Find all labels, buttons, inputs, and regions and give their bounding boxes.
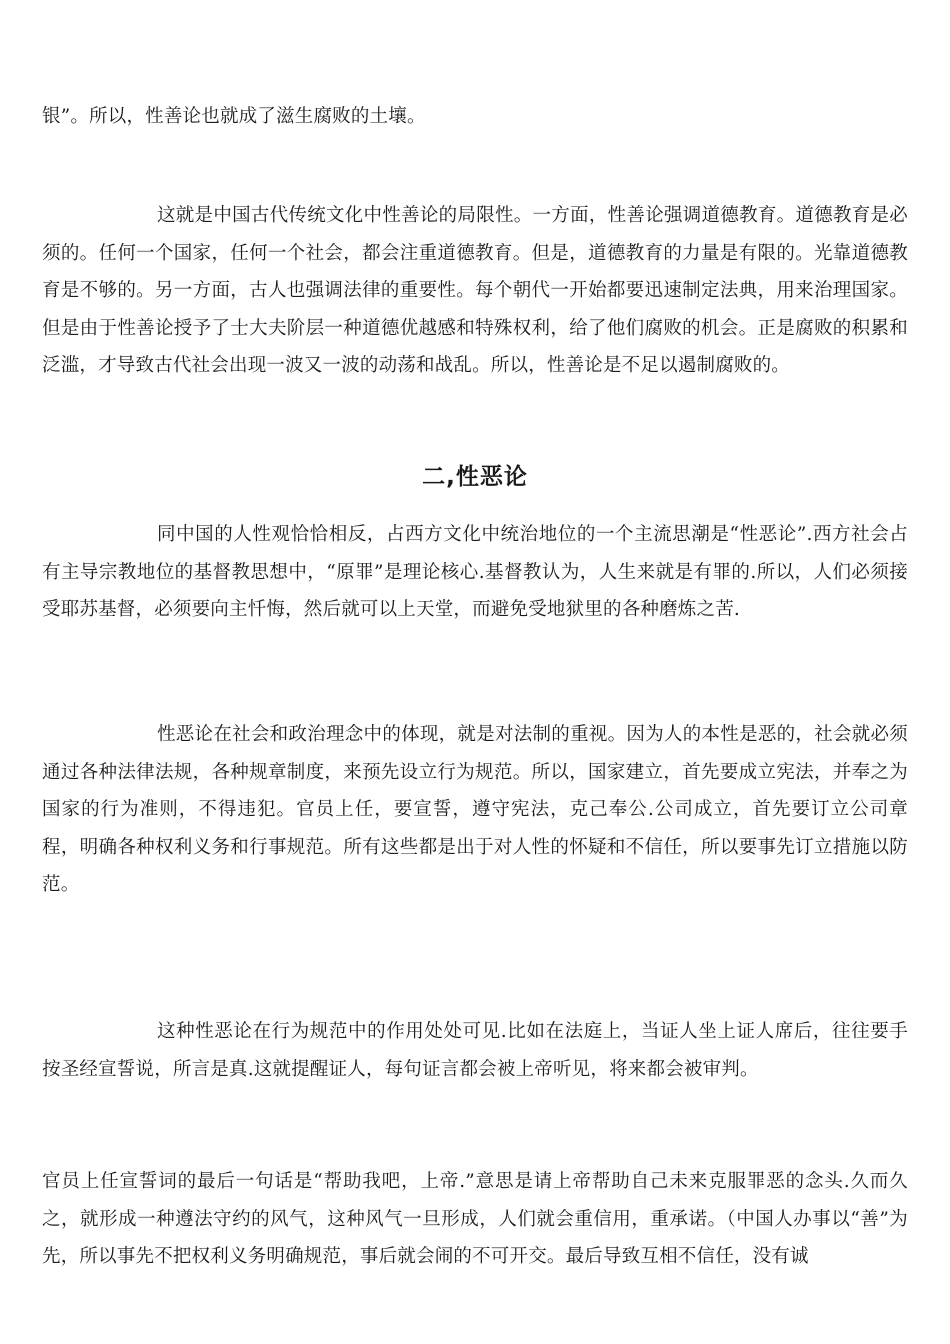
paragraph-western-view: 同中国的人性观恰恰相反，占西方文化中统治地位的一个主流思潮是“性恶论”.西方社会占有主导宗教地位的基督教思想中，“原罪”是理论核心.基督教认为，人生来就是有罪的.所以，人们必须接受耶苏基督，必须要向主忏悔，然后就可以上天堂，而避免受地狱里的各种磨炼之苦.: [42, 524, 908, 620]
paragraph-continuation: 银”。所以，性善论也就成了滋生腐败的土壤。: [42, 106, 426, 127]
paragraph-rule-of-law: 性恶论在社会和政治理念中的体现，就是对法制的重视。因为人的本性是恶的，社会就必须通过各种法律法规，各种规章制度，来预先设立行为规范。所以，国家建立，首先要成立宪法，并奉之为国家的行为准则，不得违犯。官员上任，要宣誓，遵守宪法，克己奉公.公司成立，首先要订立公司章程，明确各种权利义务和行事规范。所有这些都是出于对人性的怀疑和不信任，所以要事先订立措施以防范。: [42, 724, 908, 895]
paragraph-court-oath: 这种性恶论在行为规范中的作用处处可见.比如在法庭上，当证人坐上证人席后，往往要手按圣经宣誓说，所言是真.这就提醒证人，每句证言都会被上帝听见，将来都会被审判。: [42, 1021, 908, 1080]
paragraph-limitations-of-good-nature: 这就是中国古代传统文化中性善论的局限性。一方面，性善论强调道德教育。道德教育是必须的。任何一个国家，任何一个社会，都会注重道德教育。但是，道德教育的力量是有限的。光靠道德教育是不够的。另一方面，古人也强调法律的重要性。每个朝代一开始都要迅速制定法典，用来治理国家。但是由于性善论授予了士大夫阶层一种道德优越感和特殊权利，给了他们腐败的机会。正是腐败的积累和泛滥，才导致古代社会出现一波又一波的动荡和战乱。所以，性善论是不足以遏制腐败的。: [42, 205, 908, 376]
section-heading-evil-nature: 二,性恶论: [422, 464, 528, 490]
paragraph-official-oath: 官员上任宣誓词的最后一句话是“帮助我吧，上帝.”意思是请上帝帮助自己未来克服罪恶的念头.久而久之，就形成一种遵法守约的风气，这种风气一旦形成，人们就会重信用，重承诺。（中国人办事以“善”为先，所以事先不把权利义务明确规范，事后就会闹的不可开交。最后导致互相不信任，没有诚: [42, 1171, 908, 1267]
